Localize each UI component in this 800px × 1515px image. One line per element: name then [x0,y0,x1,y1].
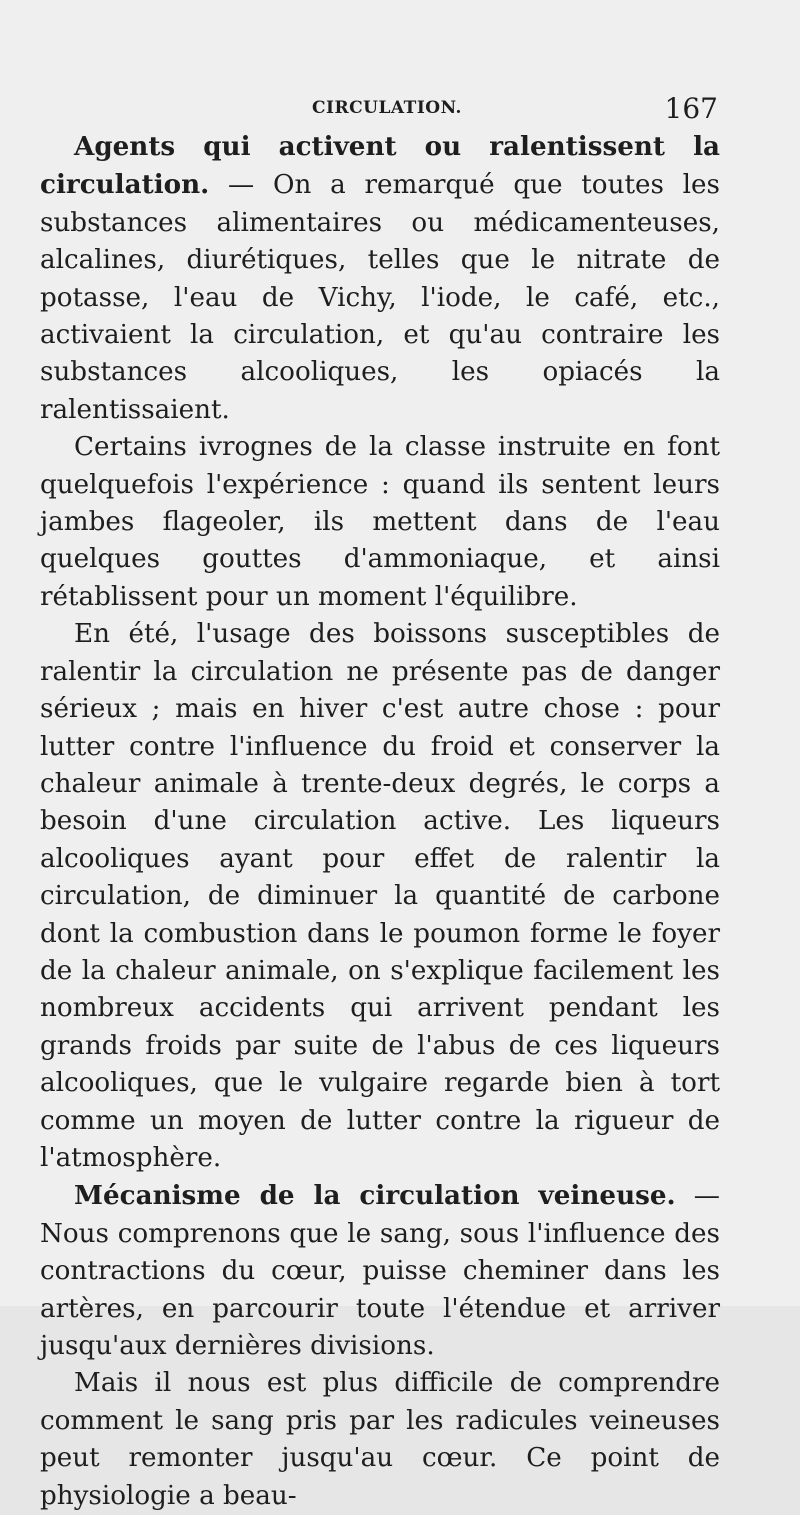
page-body [40,128,720,1515]
running-head [0,92,800,125]
paragraph-radicules [40,1365,720,1515]
paragraph-text: Certains ivrognes de la classe instruite en font quelquefois l'expérience : quand ils sentent leurs jambes flageoler, ils mettent dans de l'eau quelques gouttes d'ammoniaque, et ainsi rétablissent pour un moment l'équilibre. [40,432,720,612]
paragraph-ete-hiver [40,616,720,1177]
paragraph-ivrognes [40,429,720,616]
paragraph-text: — Nous comprenons que le sang, sous l'influence des contractions du cœur, puisse cheminer dans les artères, en parcourir toute l'étendue et arriver jusqu'aux dernières divisions. [40,1181,720,1361]
paragraph-agents-circulation [40,128,720,429]
paragraph-text: En été, l'usage des boissons susceptibles de ralentir la circulation ne présente pas de danger sérieux ; mais en hiver c'est autre chose : pour lutter contre l'influence du froid et conserver la chaleur animale à trente-deux degrés, le corps a besoin d'une circulation active. Les liqueurs alcooliques ayant pour effet de ralentir la circulation, de diminuer la quantité de carbone dont la combustion dans le poumon forme le foyer de la chaleur animale, on s'explique facilement les nombreux accidents qui arrivent pendant les grands froids par suite de l'abus de ces liqueurs alcooliques, que le vulgaire regarde bien à tort comme un moyen de lutter contre la rigueur de l'atmosphère. [40,619,720,1173]
running-title: CIRCULATION. [312,98,462,118]
paragraph-mecanisme-veineuse [40,1177,720,1365]
section-heading-mecanisme: Mécanisme de la circulation veineuse. [74,1180,676,1212]
paragraph-text: — On a remarqué que toutes les substances alimentaires ou médicamenteuses, alcalines, diurétiques, telles que le nitrate de potasse, l'eau de Vichy, l'iode, le café, etc., activaient la circulation, et qu'au contraire les substances alcooliques, les opiacés la ralentissaient. [40,170,720,425]
section-heading-agents: Agents qui activent ou ralentissent la circulation. [40,131,720,201]
paragraph-text: Mais il nous est plus difficile de comprendre comment le sang pris par les radicules veineuses peut remonter jusqu'au cœur. Ce point de physiologie a beau- [40,1368,720,1511]
page-number: 167 [664,92,718,125]
